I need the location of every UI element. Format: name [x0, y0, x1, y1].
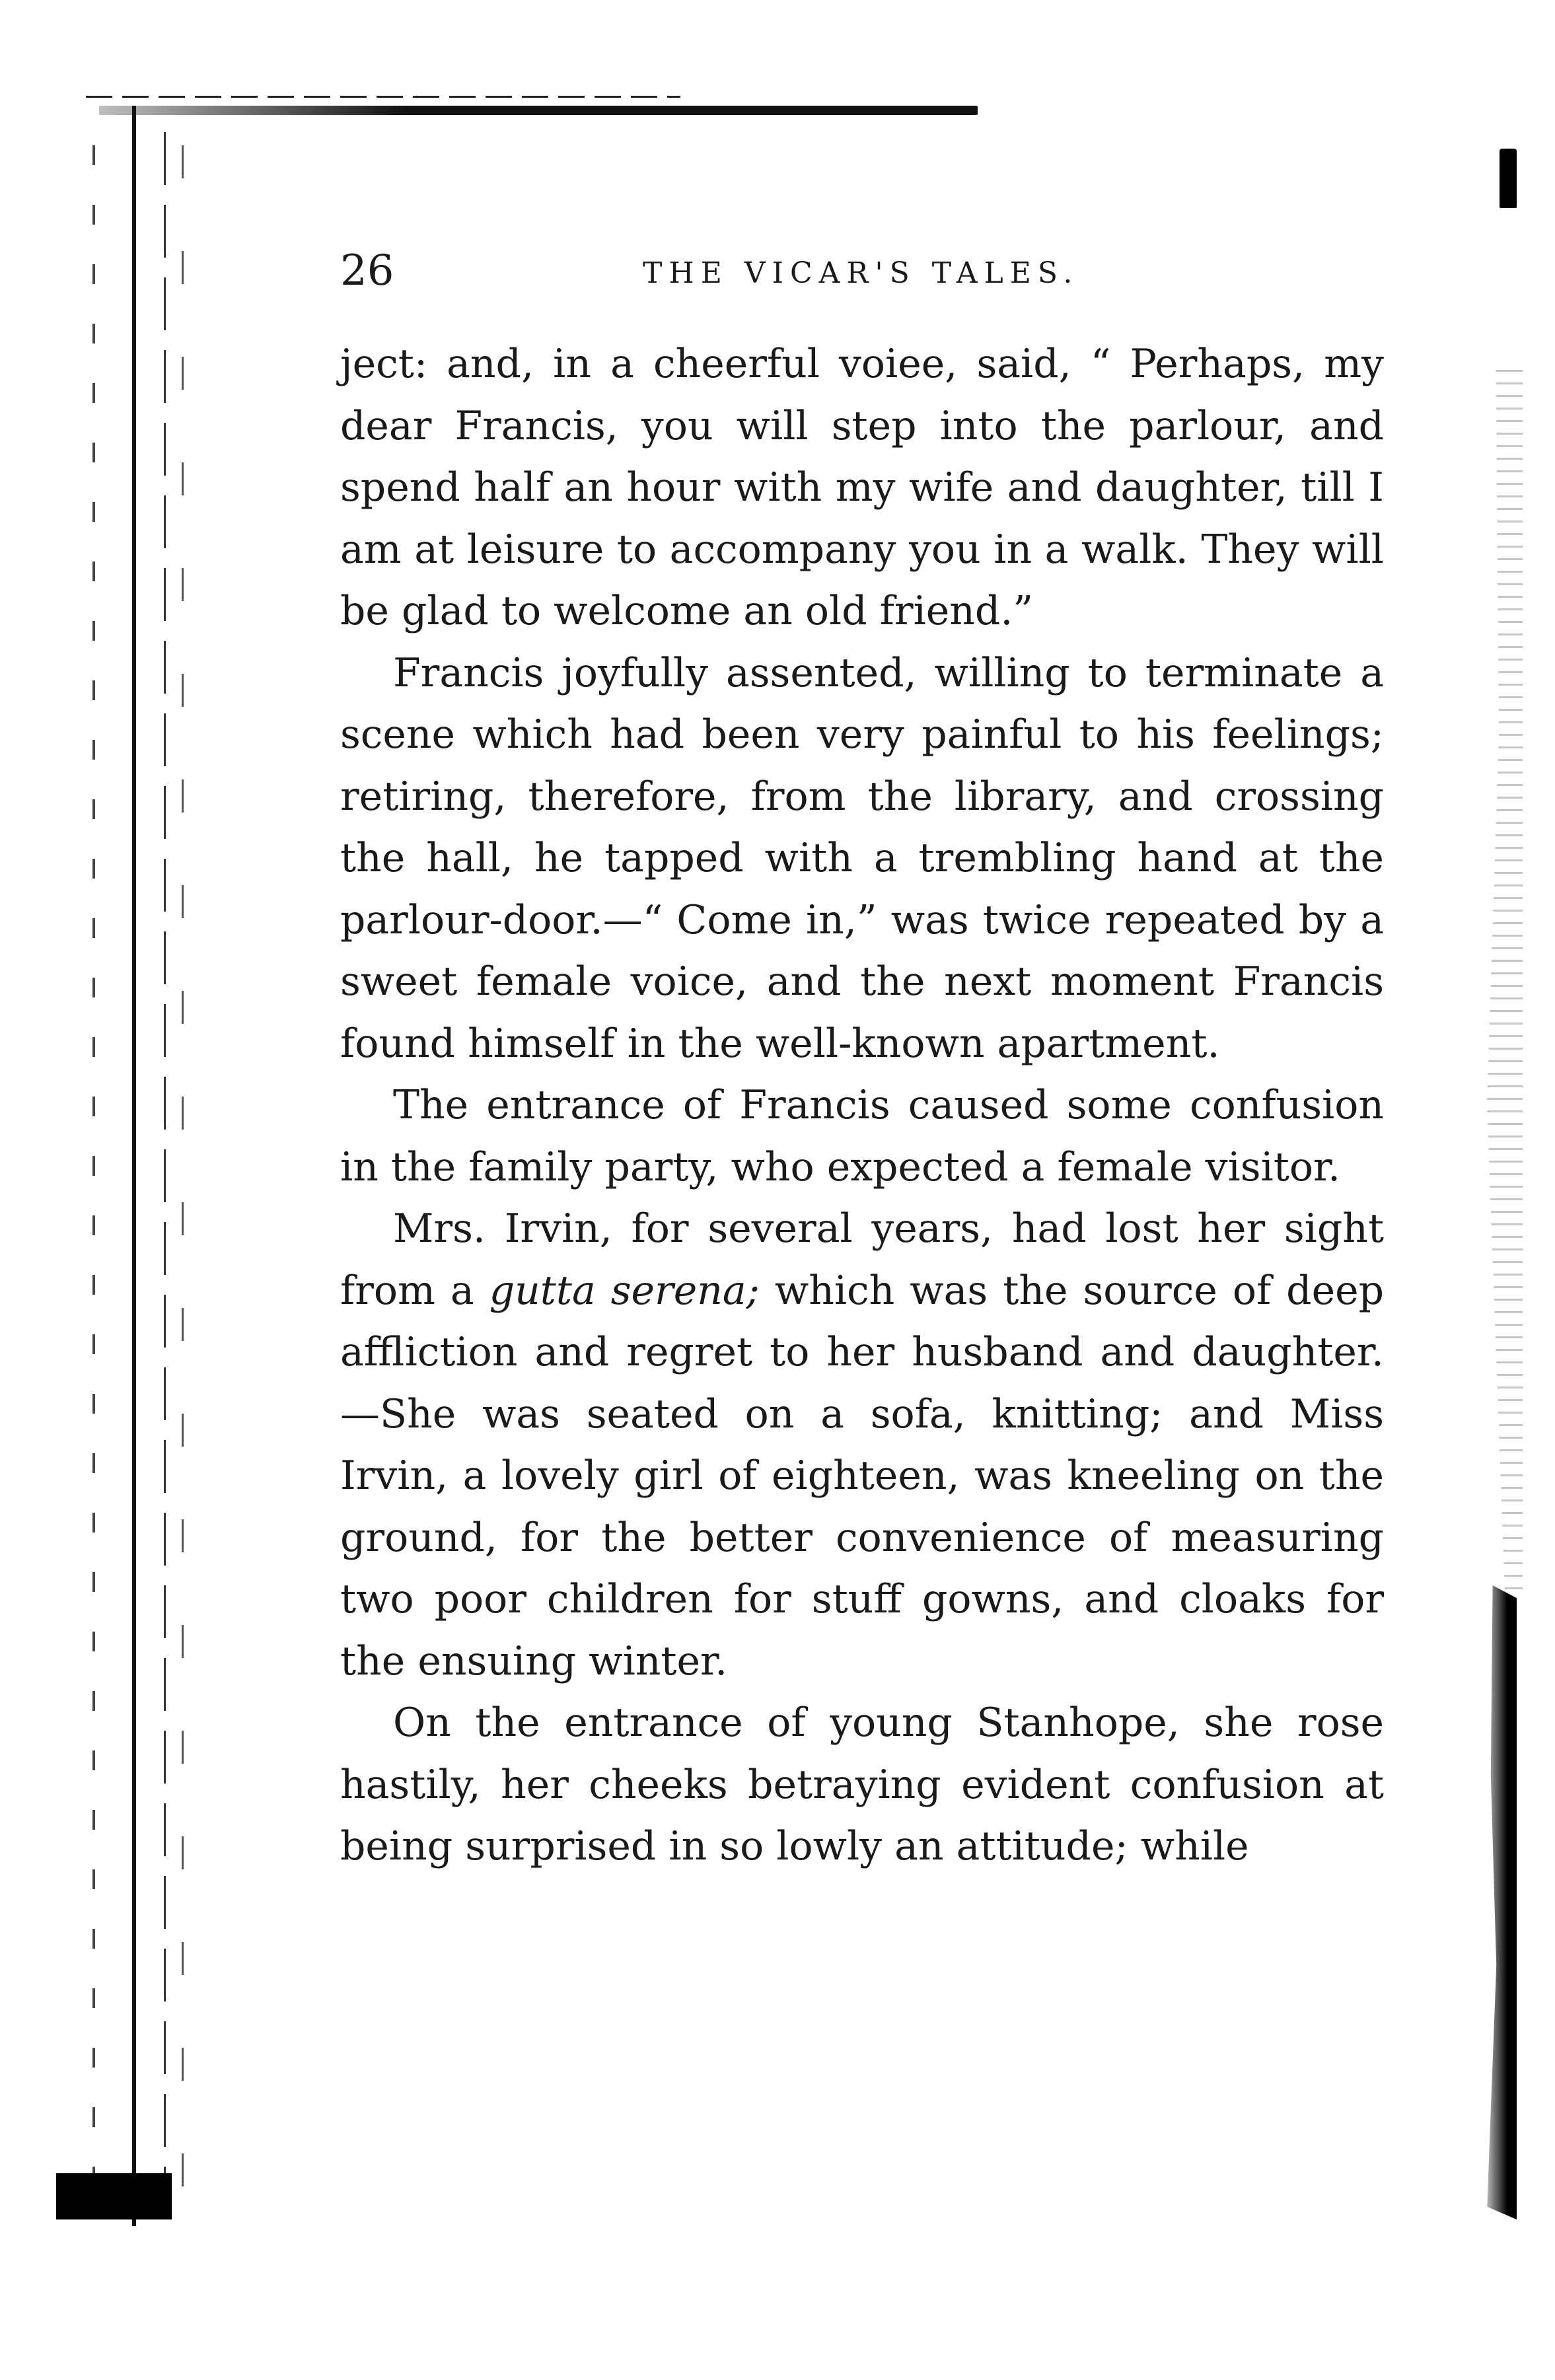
scan-right-edge-mark — [1500, 149, 1517, 208]
running-head: THE VICAR'S TALES. — [643, 256, 1079, 290]
paragraph-text: Mrs. Irvin, for several years, had lost her sight from a — [340, 1206, 1384, 1314]
scan-corner-shadow — [56, 2173, 172, 2219]
body-text — [340, 334, 1384, 1878]
scan-binding-line-dashed — [164, 132, 166, 2219]
paragraph-text: ject: and, in a cheerful voiee, said, “ Perhaps, my dear Francis, you will step into the parlour, and spend half an hour with my wife and daughter, till I am at leisure to accompany you in a walk. They will be glad to welcome an old friend.” — [340, 341, 1384, 634]
scan-binding-line-faint — [92, 145, 95, 2193]
paragraph-text: The entrance of Francis caused some confusion in the family party, who expected a female visitor. — [340, 1082, 1384, 1190]
scan-right-edge-shadow — [1480, 1585, 1517, 2219]
paragraph — [340, 1075, 1384, 1198]
scan-binding-line-faint-2 — [182, 145, 184, 2226]
paragraph — [340, 1198, 1384, 1692]
paragraph — [340, 643, 1384, 1075]
page-header — [340, 241, 1384, 301]
paragraph-text: which was the source of deep affliction and regret to her husband and daughter. —She was seated on a sofa, knitting; and Miss Irvin, a lovely girl of eighteen, was kneeling on the ground, for the better convenience of measuring two poor children for stuff gowns, and cloaks for the ensuing winter. — [340, 1267, 1385, 1684]
paragraph — [340, 334, 1384, 643]
page-number: 26 — [340, 246, 394, 295]
scan-edge-rule-thin — [86, 96, 680, 98]
scan-binding-line — [132, 106, 136, 2226]
paragraph-text: On the entrance of young Stanhope, she rose hastily, her cheeks betraying evident confusion at being surprised in so lowly an attitude; while — [340, 1700, 1384, 1869]
italic-text: gutta serena; — [489, 1267, 760, 1314]
paragraph-text: Francis joyfully assented, willing to terminate a scene which had been very painful to his feelings; retiring, therefore, from the library, and crossing the hall, he tapped with a trembling hand at the parlour-door.—“ Come in,” was twice repeated by a sweet female voice, and the next moment Francis found himself in the well-known apartment. — [340, 649, 1384, 1067]
paragraph — [340, 1692, 1384, 1878]
scan-edge-rule — [99, 106, 978, 115]
scan-right-edge-speckle — [1463, 370, 1523, 1592]
